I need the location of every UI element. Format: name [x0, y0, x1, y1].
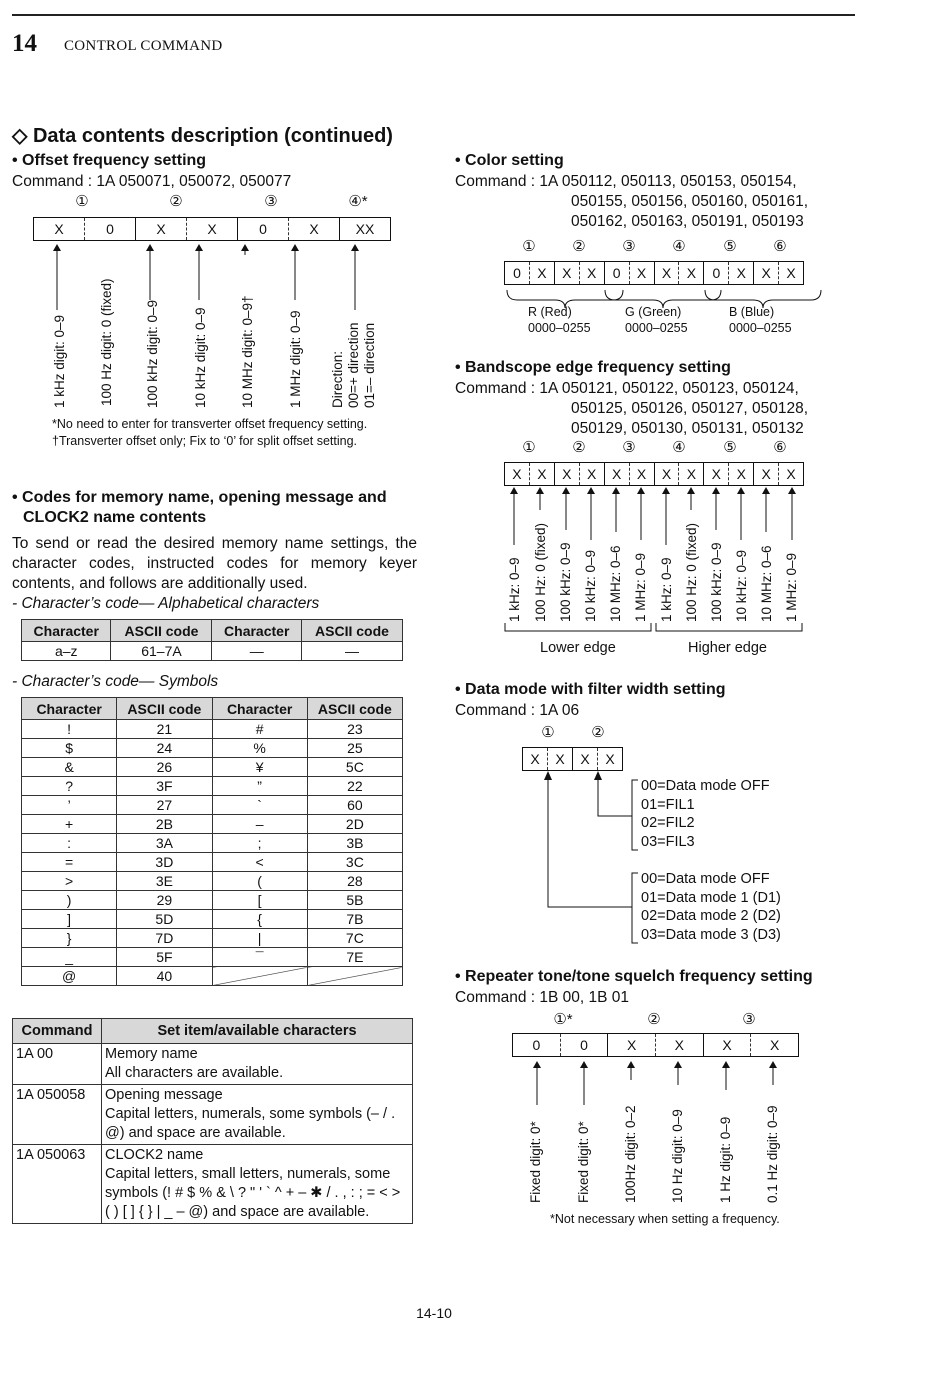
color-command-2: 050155, 050156, 050160, 050161, [571, 193, 809, 210]
color-digit-box [504, 261, 804, 285]
page-number: 14-10 [416, 1305, 452, 1321]
bandscope-label: 100 Hz: 0 (fixed) [684, 522, 699, 622]
datamode-heading: • Data mode with filter width setting [455, 681, 726, 698]
table-cell: & [22, 758, 117, 777]
bandscope-digit: X [655, 463, 680, 485]
offset-digit: 0 [85, 218, 136, 240]
bandscope-digit: X [505, 463, 530, 485]
table-cell: : [22, 834, 117, 853]
filter-option: 01=FIL1 [641, 796, 695, 813]
table-cell: 21 [117, 720, 212, 739]
table-cell: — [301, 642, 402, 661]
chapter-title: CONTROL COMMAND [64, 38, 223, 54]
bandscope-command-2: 050125, 050126, 050127, 050128, [571, 400, 809, 417]
offset-label-7: Direction: [330, 350, 345, 408]
table-cell: 40 [117, 967, 212, 986]
table-row [13, 1145, 413, 1224]
table-cell: ] [22, 910, 117, 929]
datamode-digit: X [605, 751, 615, 767]
datamode-command: Command : 1A 06 [455, 702, 580, 719]
bandscope-marker: ④ [672, 439, 686, 456]
color-digit: X [729, 262, 754, 284]
table-cell: 22 [307, 777, 402, 796]
table-cell: 3B [307, 834, 402, 853]
bandscope-digit: X [605, 463, 630, 485]
offset-label-4: 10 kHz digit: 0–9 [193, 307, 208, 408]
bandscope-label: 10 MHz: 0–6 [759, 545, 774, 622]
table-cell [307, 967, 402, 986]
codes-paragraph: To send or read the desired memory name settings, the character codes, instructed codes for memory keyer contents, and follows are additionally used. [12, 535, 417, 592]
mode-option: 03=Data mode 3 (D3) [641, 926, 781, 943]
table-cell: 24 [117, 739, 212, 758]
table-cell: 61–7A [111, 642, 212, 661]
table-cell: 23 [307, 720, 402, 739]
color-digit: X [630, 262, 655, 284]
table-cell: ” [212, 777, 307, 796]
color-marker: ③ [622, 238, 636, 255]
col-header: ASCII code [301, 620, 402, 642]
bandscope-command-1: Command : 1A 050121, 050122, 050123, 050124, [455, 380, 799, 397]
bandscope-label: 1 kHz: 0–9 [659, 557, 674, 622]
bandscope-digit: X [630, 463, 655, 485]
item-cell [102, 1085, 413, 1145]
table-cell: — [212, 642, 301, 661]
color-digit: X [679, 262, 704, 284]
table-cell: 7C [307, 929, 402, 948]
bandscope-digit: X [555, 463, 580, 485]
offset-digit: 0 [238, 218, 289, 240]
color-digit: 0 [704, 262, 729, 284]
repeater-command: Command : 1B 00, 1B 01 [455, 989, 630, 1006]
table-row [22, 815, 403, 834]
table-cell: ` [212, 796, 307, 815]
col-header: Character [22, 620, 111, 642]
repeater-label-3: 100Hz digit: 0–2 [623, 1105, 638, 1203]
color-digit: X [555, 262, 580, 284]
color-group-range: 0000–0255 [528, 321, 591, 335]
datamode-digit-box [522, 747, 623, 771]
color-digit: X [754, 262, 779, 284]
repeater-label-4: 10 Hz digit: 0–9 [670, 1109, 685, 1203]
repeater-heading: • Repeater tone/tone squelch frequency setting [455, 968, 813, 985]
table-cell: 29 [117, 891, 212, 910]
datamode-digit: X [573, 748, 598, 770]
bandscope-heading: • Bandscope edge frequency setting [455, 359, 731, 376]
alpha-table [21, 619, 403, 661]
offset-command: Command : 1A 050071, 050072, 050077 [12, 173, 292, 190]
repeater-digit: X [704, 1034, 752, 1056]
bandscope-label: 1 MHz: 0–9 [633, 552, 648, 622]
table-cell: 2B [117, 815, 212, 834]
table-cell: 3D [117, 853, 212, 872]
color-group-range: 0000–0255 [625, 321, 688, 335]
repeater-marker-1: ①* [553, 1011, 573, 1028]
color-digit: X [655, 262, 680, 284]
table-cell: 3F [117, 777, 212, 796]
table-row [22, 758, 403, 777]
bandscope-digit: X [786, 466, 796, 482]
item-name: CLOCK2 name [105, 1147, 204, 1163]
command-table [12, 1018, 413, 1224]
item-name: Opening message [105, 1087, 223, 1103]
bandscope-label: 100 kHz: 0–9 [558, 542, 573, 622]
color-digit: X [530, 262, 555, 284]
table-cell: _ [22, 948, 117, 967]
table-cell: ! [22, 720, 117, 739]
table-row [22, 642, 403, 661]
table-cell: ¯ [212, 948, 307, 967]
offset-marker-3: ③ [264, 193, 278, 210]
repeater-digit: X [608, 1034, 656, 1056]
alpha-caption: - Character’s code— Alphabetical characters [12, 595, 320, 612]
repeater-marker-3: ③ [742, 1011, 756, 1028]
table-row [22, 967, 403, 986]
table-cell: 7B [307, 910, 402, 929]
table-row [22, 853, 403, 872]
item-cell [102, 1044, 413, 1085]
table-cell: ¥ [212, 758, 307, 777]
offset-heading: • Offset frequency setting [12, 152, 207, 169]
datamode-marker-1: ① [541, 724, 555, 741]
command-cell: 1A 00 [13, 1044, 102, 1085]
table-cell: 5F [117, 948, 212, 967]
table-row [22, 720, 403, 739]
table-cell: 2D [307, 815, 402, 834]
table-cell: – [212, 815, 307, 834]
table-cell: = [22, 853, 117, 872]
table-row [22, 834, 403, 853]
offset-label-9: 01=– direction [362, 322, 377, 408]
filter-options [641, 777, 770, 851]
datamode-marker-2: ② [591, 724, 605, 741]
table-cell: a–z [22, 642, 111, 661]
table-cell: < [212, 853, 307, 872]
bandscope-digit: X [729, 463, 754, 485]
table-row [13, 1085, 413, 1145]
offset-marker-1: ① [75, 193, 89, 210]
table-row [22, 872, 403, 891]
repeater-digit: X [770, 1037, 780, 1053]
table-cell: } [22, 929, 117, 948]
offset-digit: X [136, 218, 187, 240]
col-header: Character [22, 698, 117, 720]
offset-label-1: 1 kHz digit: 0–9 [52, 314, 67, 408]
color-digit: X [786, 265, 796, 281]
offset-label-3: 100 kHz digit: 0–9 [145, 299, 160, 408]
table-row [22, 796, 403, 815]
table-cell: 5D [117, 910, 212, 929]
table-cell: 25 [307, 739, 402, 758]
repeater-note: *Not necessary when setting a frequency. [550, 1212, 780, 1226]
bandscope-marker: ③ [622, 439, 636, 456]
datamode-digit: X [548, 748, 573, 770]
offset-note-1: *No need to enter for transverter offset frequency setting. [52, 417, 368, 431]
mode-option: 01=Data mode 1 (D1) [641, 889, 781, 906]
color-marker: ① [522, 238, 536, 255]
offset-marker-4: ④* [348, 193, 368, 210]
offset-digit: X [187, 218, 238, 240]
color-marker: ④ [672, 238, 686, 255]
datamode-digit: X [523, 748, 548, 770]
offset-label-6: 1 MHz digit: 0–9 [288, 310, 303, 408]
lower-edge-label: Lower edge [540, 640, 616, 656]
table-cell: 5B [307, 891, 402, 910]
repeater-label-6: 0.1 Hz digit: 0–9 [765, 1105, 780, 1203]
color-digit: 0 [505, 262, 530, 284]
table-cell: 7D [117, 929, 212, 948]
codes-heading-1: • Codes for memory name, opening message and [12, 489, 387, 506]
color-group-name: B (Blue) [729, 305, 775, 319]
item-desc: Capital letters, numerals, some symbols (– / . @) and space are available. [105, 1106, 396, 1141]
table-cell: 3E [117, 872, 212, 891]
table-row [22, 948, 403, 967]
table-cell: { [212, 910, 307, 929]
col-header: Set item/available characters [102, 1019, 413, 1044]
color-digit: X [580, 262, 605, 284]
offset-digit: X [289, 218, 340, 240]
section-title: ◇ Data contents description (continued) [12, 125, 393, 147]
col-header: ASCII code [307, 698, 402, 720]
bandscope-label: 100 kHz: 0–9 [709, 542, 724, 622]
color-command-1: Command : 1A 050112, 050113, 050153, 050154, [455, 173, 797, 190]
repeater-digit-box [512, 1033, 799, 1057]
item-desc: All characters are available. [105, 1065, 284, 1081]
bandscope-digit: X [754, 463, 779, 485]
table-cell: @ [22, 967, 117, 986]
bandscope-digit: X [679, 463, 704, 485]
bandscope-label: 1 kHz: 0–9 [507, 557, 522, 622]
offset-label-5: 10 MHz digit: 0–9† [240, 295, 255, 408]
table-cell: 5C [307, 758, 402, 777]
table-row [22, 739, 403, 758]
color-marker: ⑥ [773, 238, 787, 255]
color-group-range: 0000–0255 [729, 321, 792, 335]
table-cell: $ [22, 739, 117, 758]
table-cell: [ [212, 891, 307, 910]
filter-option: 02=FIL2 [641, 815, 695, 831]
table-cell: + [22, 815, 117, 834]
item-cell [102, 1145, 413, 1224]
item-name: Memory name [105, 1046, 198, 1062]
bandscope-marker: ② [572, 439, 586, 456]
table-cell: ’ [22, 796, 117, 815]
color-group-name: R (Red) [528, 305, 572, 319]
repeater-digit: 0 [561, 1034, 609, 1056]
color-marker: ⑤ [723, 238, 737, 255]
table-cell: ; [212, 834, 307, 853]
symbols-table [21, 697, 403, 986]
bandscope-label: 10 MHz: 0–6 [608, 545, 623, 622]
col-header: Character [212, 698, 307, 720]
bandscope-marker: ⑥ [773, 439, 787, 456]
bandscope-command-3: 050129, 050130, 050131, 050132 [571, 420, 804, 437]
codes-heading-2: CLOCK2 name contents [23, 509, 207, 526]
table-row [22, 910, 403, 929]
repeater-label-2: Fixed digit: 0* [576, 1121, 591, 1203]
table-cell: ) [22, 891, 117, 910]
command-cell: 1A 050063 [13, 1145, 102, 1224]
color-heading: • Color setting [455, 152, 564, 169]
bandscope-marker: ① [522, 439, 536, 456]
table-row [22, 777, 403, 796]
bandscope-label: 10 kHz: 0–9 [583, 549, 598, 622]
col-header: ASCII code [111, 620, 212, 642]
table-cell: 26 [117, 758, 212, 777]
table-cell: 3C [307, 853, 402, 872]
color-command-3: 050162, 050163, 050191, 050193 [571, 213, 804, 230]
bandscope-label: 100 Hz: 0 (fixed) [533, 522, 548, 622]
table-cell: 28 [307, 872, 402, 891]
bandscope-digit: X [704, 463, 729, 485]
table-cell: 60 [307, 796, 402, 815]
item-desc: Capital letters, small letters, numerals, some symbols (! # $ % & \ ? " ' ` ^ + – ✱ / . , : ; = < > ( ) [ ] { } | _ – @) and space are available. [105, 1166, 401, 1220]
repeater-digit: X [656, 1034, 704, 1056]
bandscope-label: 1 MHz: 0–9 [784, 552, 799, 622]
repeater-label-1: Fixed digit: 0* [528, 1121, 543, 1203]
table-cell: 7E [307, 948, 402, 967]
table-cell: # [212, 720, 307, 739]
repeater-label-5: 1 Hz digit: 0–9 [718, 1116, 733, 1203]
repeater-marker-2: ② [647, 1011, 661, 1028]
bandscope-digit: X [530, 463, 555, 485]
filter-option: 03=FIL3 [641, 833, 695, 850]
offset-label-8: 00=+ direction [346, 322, 361, 408]
bandscope-digit-box [504, 462, 804, 486]
col-header: Character [212, 620, 301, 642]
repeater-digit: 0 [513, 1034, 561, 1056]
offset-note-2: †Transverter offset only; Fix to ‘0’ for split offset setting. [52, 434, 357, 448]
bandscope-digit: X [580, 463, 605, 485]
color-group-name: G (Green) [625, 305, 682, 319]
table-cell: > [22, 872, 117, 891]
table-cell [212, 967, 307, 986]
command-cell: 1A 050058 [13, 1085, 102, 1145]
mode-option: 00=Data mode OFF [641, 871, 770, 887]
color-marker: ② [572, 238, 586, 255]
offset-digit: XX [355, 221, 375, 237]
table-row [22, 891, 403, 910]
table-row [22, 929, 403, 948]
bandscope-marker: ⑤ [723, 439, 737, 456]
table-cell: | [212, 929, 307, 948]
chapter-number: 14 [12, 30, 37, 57]
offset-marker-2: ② [169, 193, 183, 210]
table-row [13, 1044, 413, 1085]
offset-label-2: 100 Hz digit: 0 (fixed) [99, 278, 114, 406]
table-cell: ? [22, 777, 117, 796]
col-header: ASCII code [117, 698, 212, 720]
bandscope-label: 10 kHz: 0–9 [734, 549, 749, 622]
table-cell: 3A [117, 834, 212, 853]
filter-option: 00=Data mode OFF [641, 778, 770, 794]
mode-option: 02=Data mode 2 (D2) [641, 908, 781, 924]
color-digit: 0 [605, 262, 630, 284]
table-cell: % [212, 739, 307, 758]
symbols-caption: - Character’s code— Symbols [12, 673, 219, 690]
col-header: Command [13, 1019, 102, 1044]
table-cell: ( [212, 872, 307, 891]
higher-edge-label: Higher edge [688, 640, 767, 656]
offset-digit: X [34, 218, 85, 240]
mode-options [641, 870, 781, 944]
table-cell: 27 [117, 796, 212, 815]
